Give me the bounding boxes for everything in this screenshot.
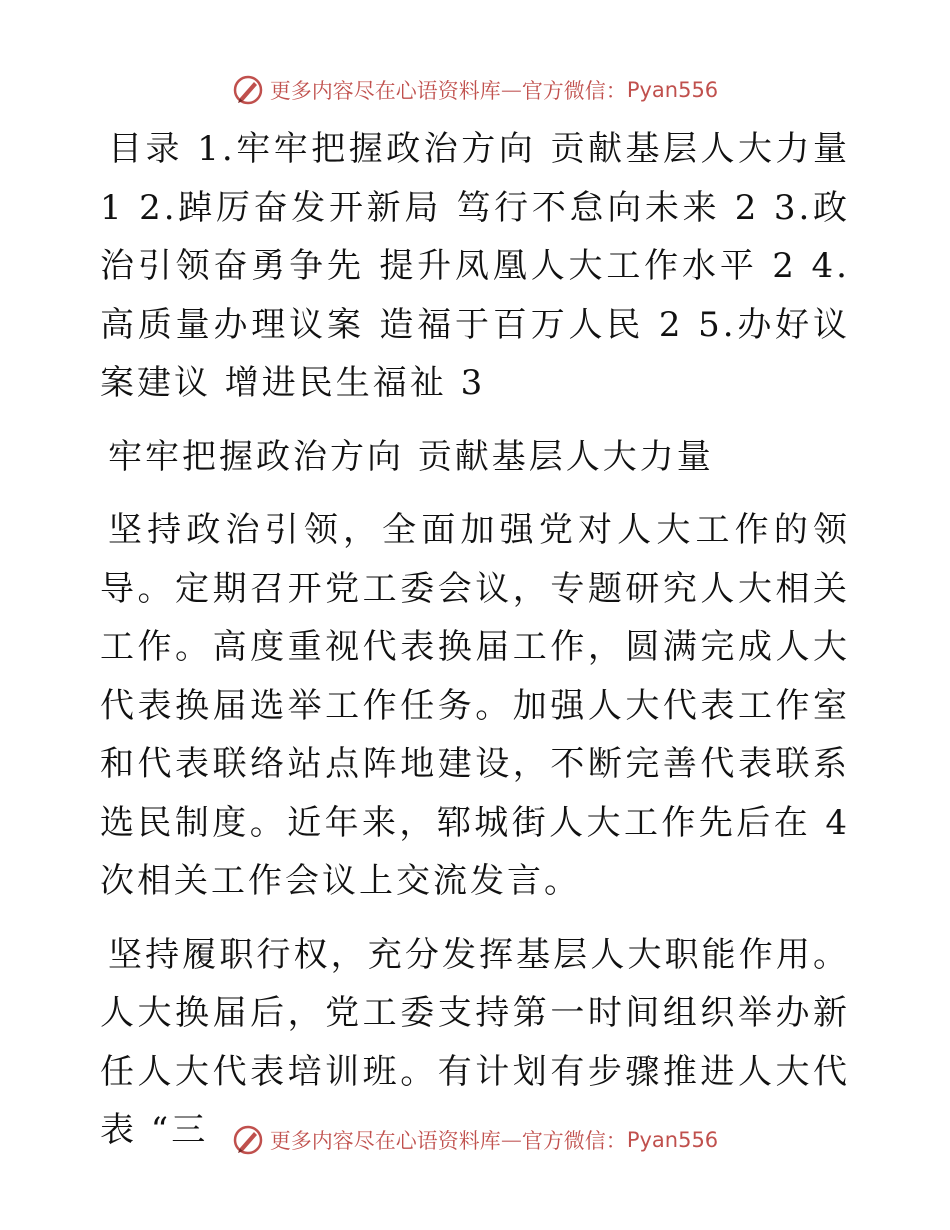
watermark-separator: — — [500, 78, 522, 102]
table-of-contents: 目录 1.牢牢把握政治方向 贡献基层人大力量 1 2.踔厉奋发开新局 笃行不怠向未来 2 3.政治引领奋勇争先 提升凤凰人大工作水平 2 4.高质量办理议案 造福于百万人民 2 5.办好议案建议 增进民生福祉 3 — [100, 129, 850, 403]
watermark-suffix: 官方微信： — [521, 1129, 627, 1153]
watermark-code: Pyan556 — [626, 78, 719, 102]
pen-logo-icon — [232, 1124, 264, 1156]
watermark-separator: — — [500, 1128, 522, 1152]
watermark-footer — [0, 1122, 950, 1158]
document-body — [100, 120, 850, 1175]
body-paragraph: 坚持政治引领，全面加强党对人大工作的领导。定期召开党工委会议，专题研究人大相关工作。高度重视代表换届工作，圆满完成人大代表换届选举工作任务。加强人大代表工作室和代表联络站点阵地建设，不断完善代表联系选民制度。近年来，郓城街人大工作先后在 4 次相关工作会议上交流发言。 — [100, 510, 850, 901]
pen-logo-icon — [232, 74, 264, 106]
watermark-code: Pyan556 — [626, 1128, 719, 1152]
watermark-text: 更多内容尽在心语资料库 — [269, 79, 501, 103]
watermark-header — [0, 72, 950, 108]
section-heading: 牢牢把握政治方向 贡献基层人大力量 — [108, 436, 714, 477]
watermark-suffix: 官方微信： — [521, 79, 627, 103]
watermark-text: 更多内容尽在心语资料库 — [269, 1129, 501, 1153]
body-paragraph: 坚持履职行权，充分发挥基层人大职能作用。人大换届后，党工委支持第一时间组织举办新任人大代表培训班。有计划有步骤推进人大代表 “三 — [100, 934, 850, 1150]
